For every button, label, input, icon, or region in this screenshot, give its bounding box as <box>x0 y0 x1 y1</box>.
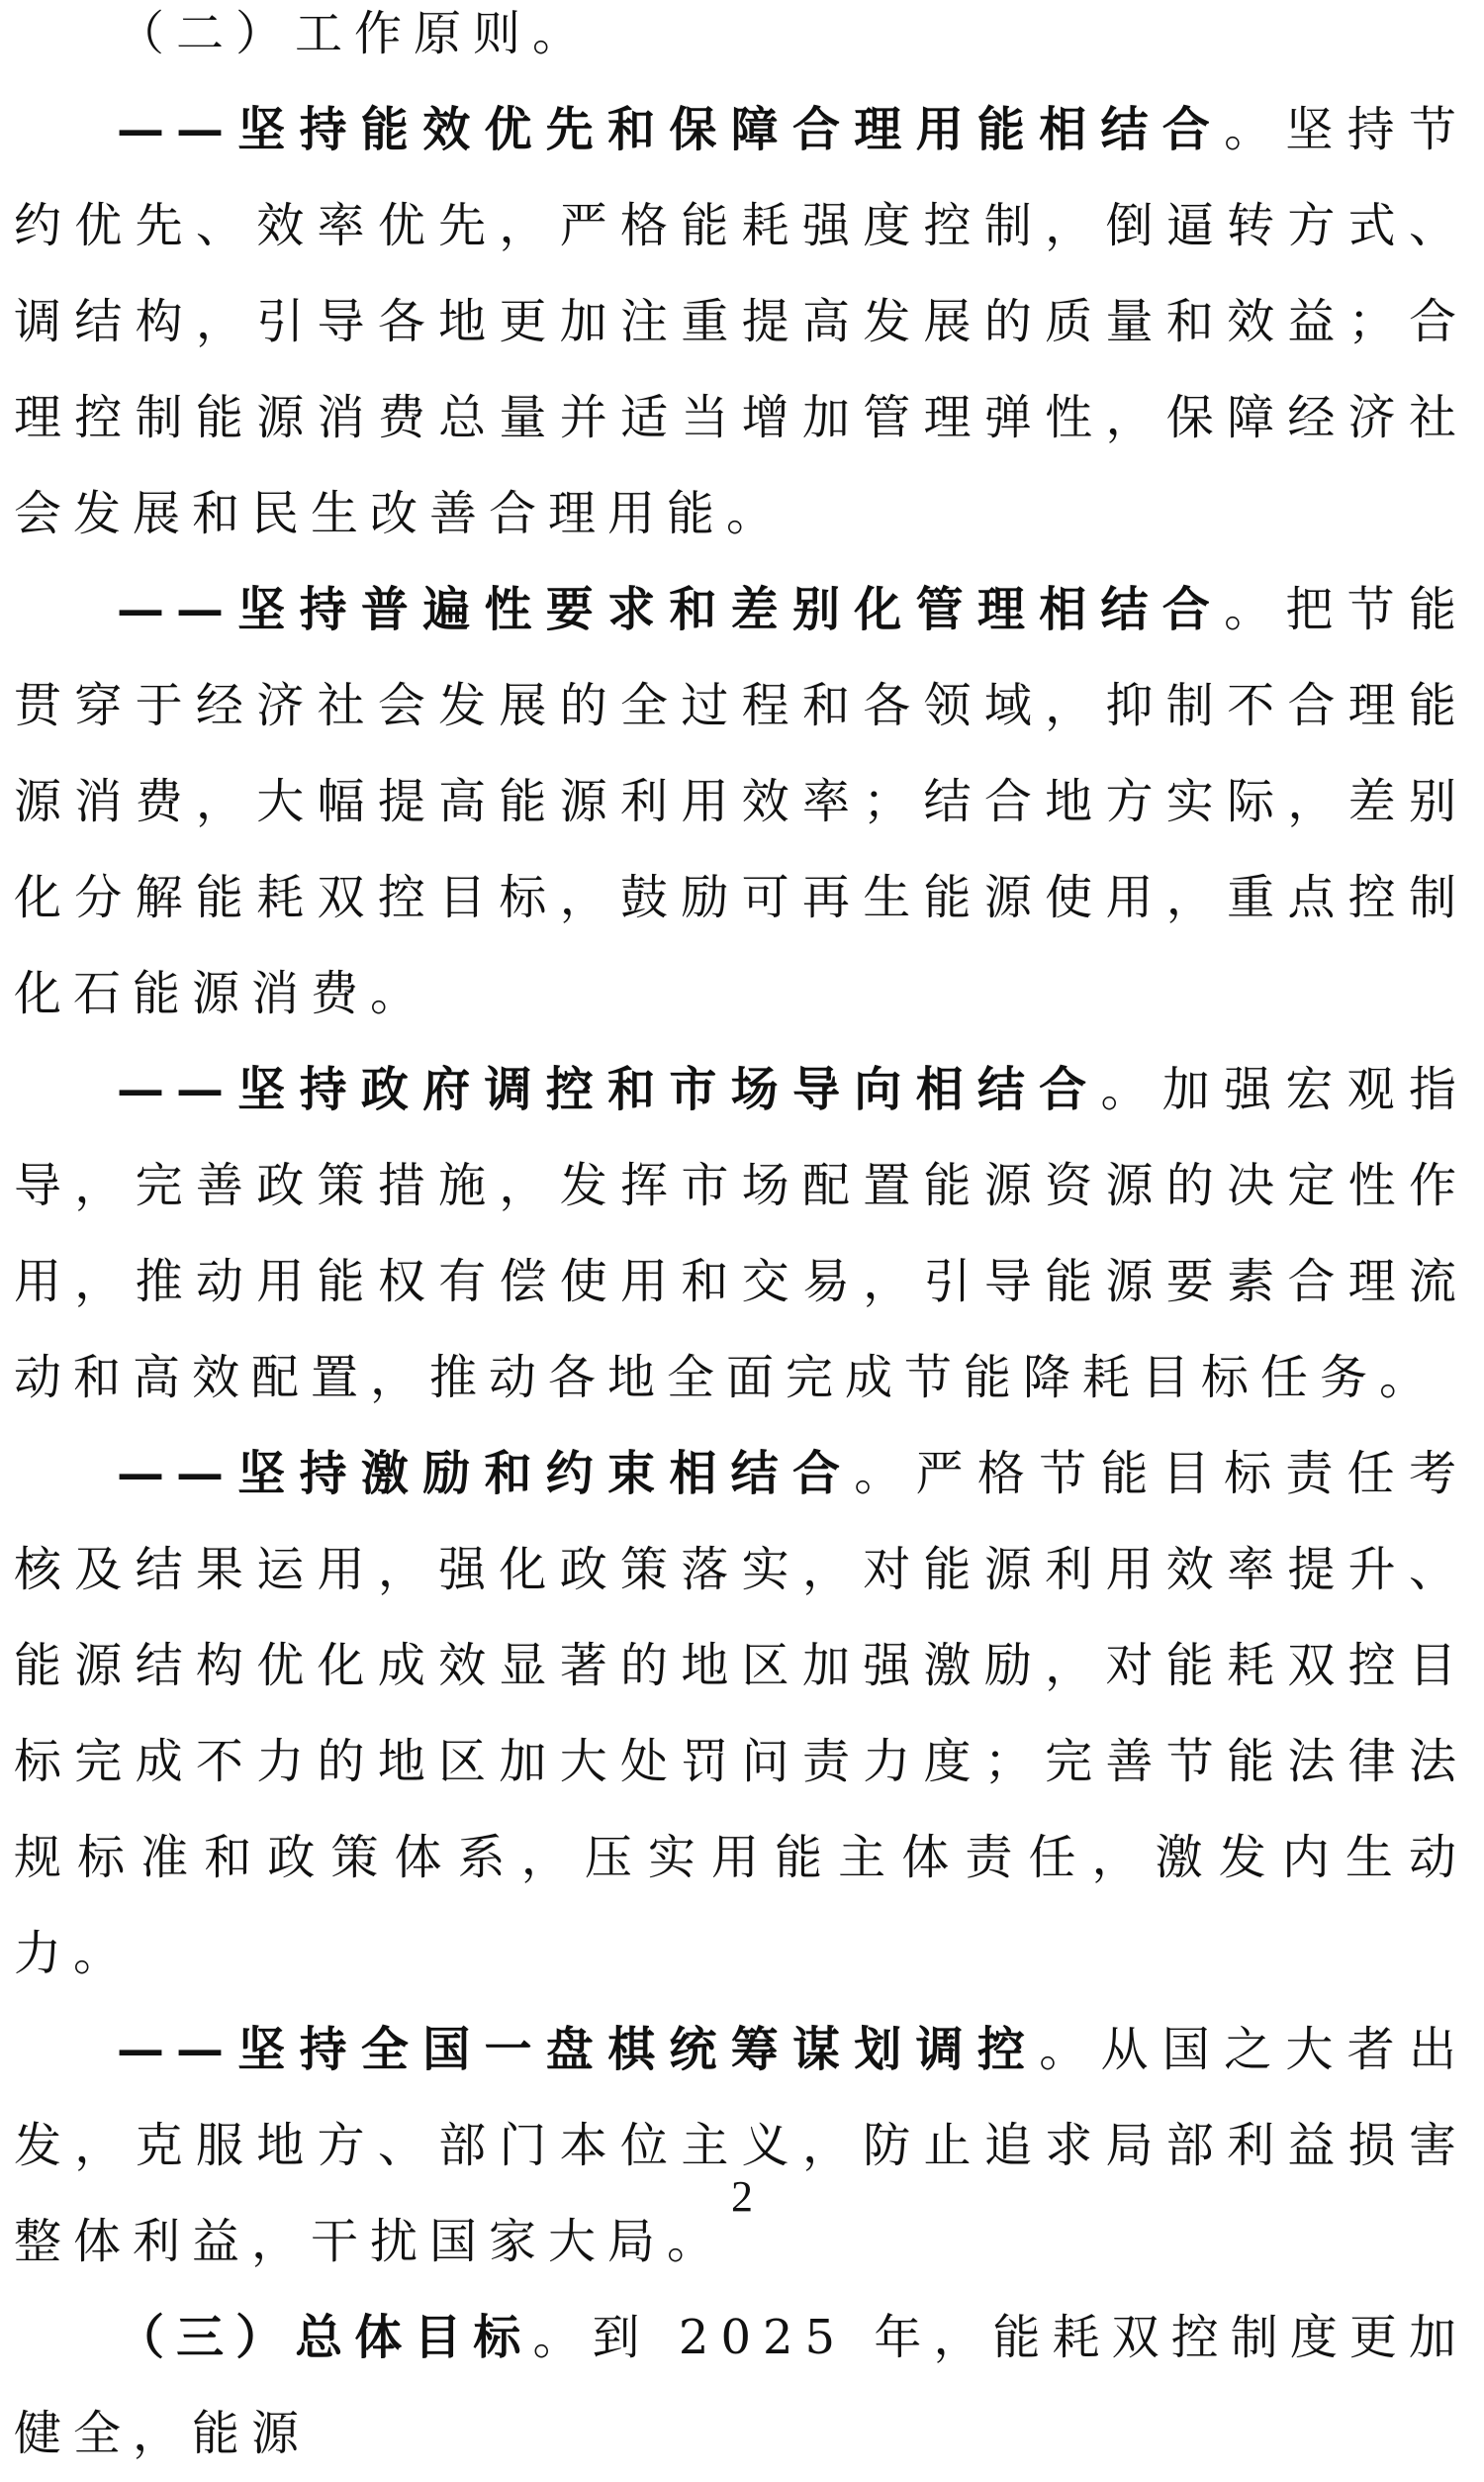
document-page <box>14 0 1468 2482</box>
section-heading: （二）工作原则。 <box>117 6 593 61</box>
goal-body: 。到 2025 年，能耗双控制度更加健全，能源 <box>14 2310 1468 2461</box>
principle-body-2: 。把节能贯穿于经济社会发展的全过程和各领域，抑制不合理能源消费，大幅提高能源利用效率；结合地方实际，差别化分解能耗双控目标，鼓励可再生能源使用，重点控制化石能源消费。 <box>14 582 1468 1021</box>
principle-paragraph-4 <box>14 1426 1468 2002</box>
principle-title-4: ——坚持激励和约束相结合 <box>117 1446 855 1501</box>
goal-title: （三）总体目标 <box>117 2310 533 2365</box>
principle-title-5: ——坚持全国一盘棋统筹谋划调控 <box>117 2022 1040 2077</box>
principle-paragraph-2 <box>14 562 1468 1042</box>
principle-body-5: 。从国之大者出发，克服地方、部门本位主义，防止追求局部利益损害整体利益，干扰国家大局。 <box>14 2022 1468 2269</box>
principle-paragraph-3 <box>14 1042 1468 1426</box>
goal-paragraph <box>14 2290 1468 2482</box>
principle-body-3: 。加强宏观指导，完善政策措施，发挥市场配置能源资源的决定性作用，推动用能权有偿使用和交易，引导能源要素合理流动和高效配置，推动各地全面完成节能降耗目标任务。 <box>14 1062 1468 1405</box>
principle-paragraph-1 <box>14 82 1468 562</box>
principle-title-2: ——坚持普遍性要求和差别化管理相结合 <box>117 582 1225 637</box>
principle-title-3: ——坚持政府调控和市场导向相结合 <box>117 1062 1101 1117</box>
principle-title-1: ——坚持能效优先和保障合理用能相结合 <box>117 102 1225 157</box>
principle-body-1: 。坚持节约优先、效率优先，严格能耗强度控制，倒逼转方式、调结构，引导各地更加注重提高发展的质量和效益；合理控制能源消费总量并适当增加管理弹性，保障经济社会发展和民生改善合理用能。 <box>14 102 1468 541</box>
page-number: 2 <box>731 2172 753 2221</box>
principle-body-4: 。严格节能目标责任考核及结果运用，强化政策落实，对能源利用效率提升、能源结构优化成效显著的地区加强激励，对能耗双控目标完成不力的地区加大处罚问责力度；完善节能法律法规标准和政策体系，压实用能主体责任，激发内生动力。 <box>14 1446 1468 1981</box>
principle-paragraph-5 <box>14 2002 1468 2290</box>
